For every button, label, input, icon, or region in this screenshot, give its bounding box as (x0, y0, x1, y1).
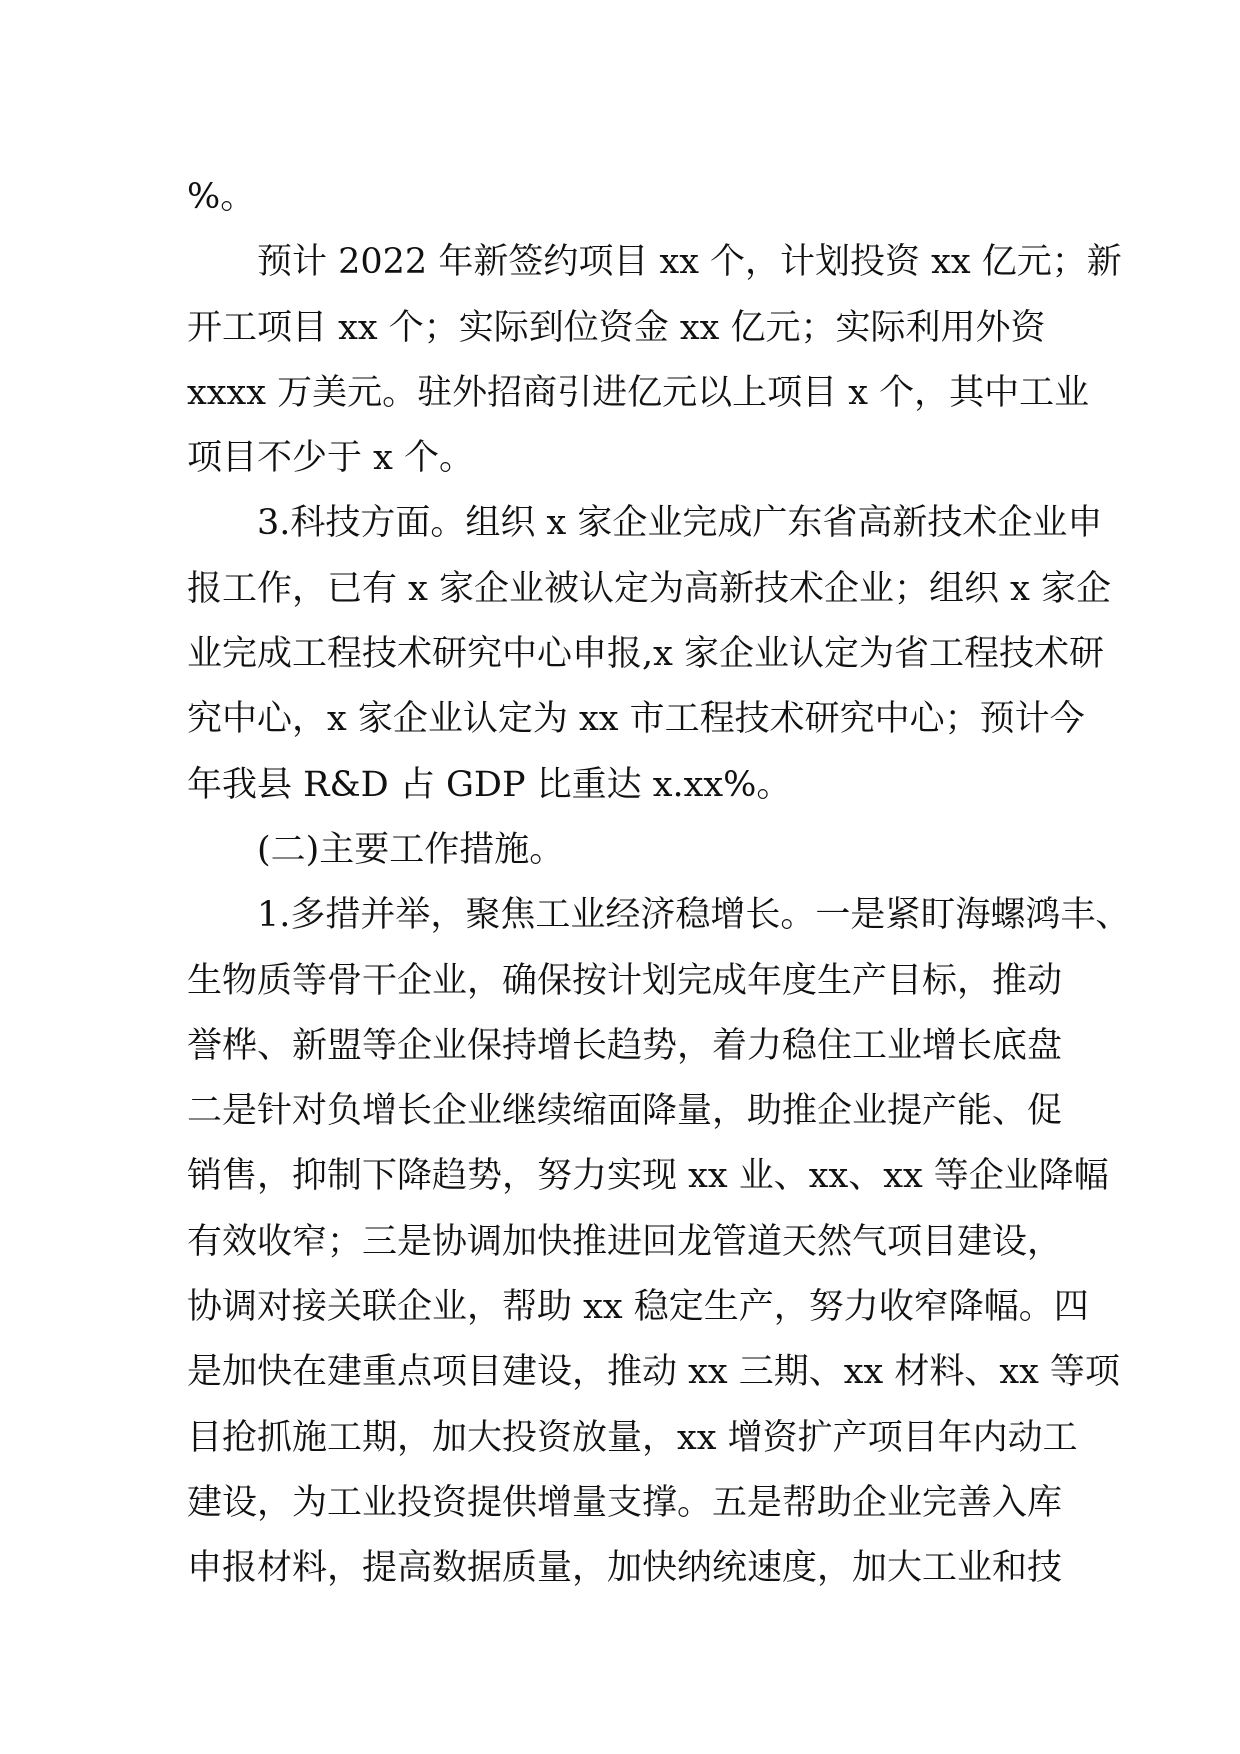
text-line: 目抢抓施工期，加大投资放量，xx 增资扩产项目年内动工 (187, 1417, 1078, 1458)
text-line: 建设，为工业投资提供增量支撑。五是帮助企业完善入库 (187, 1482, 1063, 1523)
text-line: 二是针对负增长企业继续缩面降量，助推企业提产能、促 (187, 1091, 1063, 1132)
text-line: 申报材料，提高数据质量，加快纳统速度，加大工业和技 (187, 1548, 1063, 1589)
text-line: 誉桦、新盟等企业保持增长趋势，着力稳住工业增长底盘 (187, 1025, 1063, 1066)
text-line: 是加快在建重点项目建设，推动 xx 三期、xx 材料、xx 等项 (187, 1352, 1120, 1393)
text-line: 1.多措并举，聚焦工业经济稳增长。一是紧盯海螺鸿丰、 (257, 895, 1131, 936)
text-line: 销售，抑制下降趋势，努力实现 xx 业、xx、xx 等企业降幅 (187, 1156, 1109, 1197)
text-line: 预计 2022 年新签约项目 xx 个，计划投资 xx 亿元；新 (257, 242, 1122, 283)
text-line: 业完成工程技术研究中心申报,x 家企业认定为省工程技术研 (187, 634, 1104, 675)
text-line: 生物质等骨干企业，确保按计划完成年度生产目标，推动 (187, 960, 1063, 1001)
text-line: 3.科技方面。组织 x 家企业完成广东省高新技术企业申 (257, 503, 1103, 544)
section-heading: (二)主要工作措施。 (257, 829, 565, 870)
text-line: 有效收窄；三是协调加快推进回龙管道天然气项目建设， (187, 1221, 1063, 1262)
document-body (187, 165, 1131, 1602)
text-line: 究中心，x 家企业认定为 xx 市工程技术研究中心；预计今 (187, 699, 1085, 740)
text-line: %。 (187, 177, 256, 217)
text-line: 年我县 R&D 占 GDP 比重达 x.xx%。 (187, 764, 792, 805)
text-line: 项目不少于 x 个。 (187, 438, 474, 479)
text-line: 开工项目 xx 个；实际到位资金 xx 亿元；实际利用外资 (187, 307, 1046, 348)
text-line: 报工作，已有 x 家企业被认定为高新技术企业；组织 x 家企 (187, 568, 1111, 609)
text-line: xxxx 万美元。驻外招商引进亿元以上项目 x 个，其中工业 (187, 372, 1090, 413)
text-line: 协调对接关联企业，帮助 xx 稳定生产，努力收窄降幅。四 (187, 1287, 1089, 1328)
